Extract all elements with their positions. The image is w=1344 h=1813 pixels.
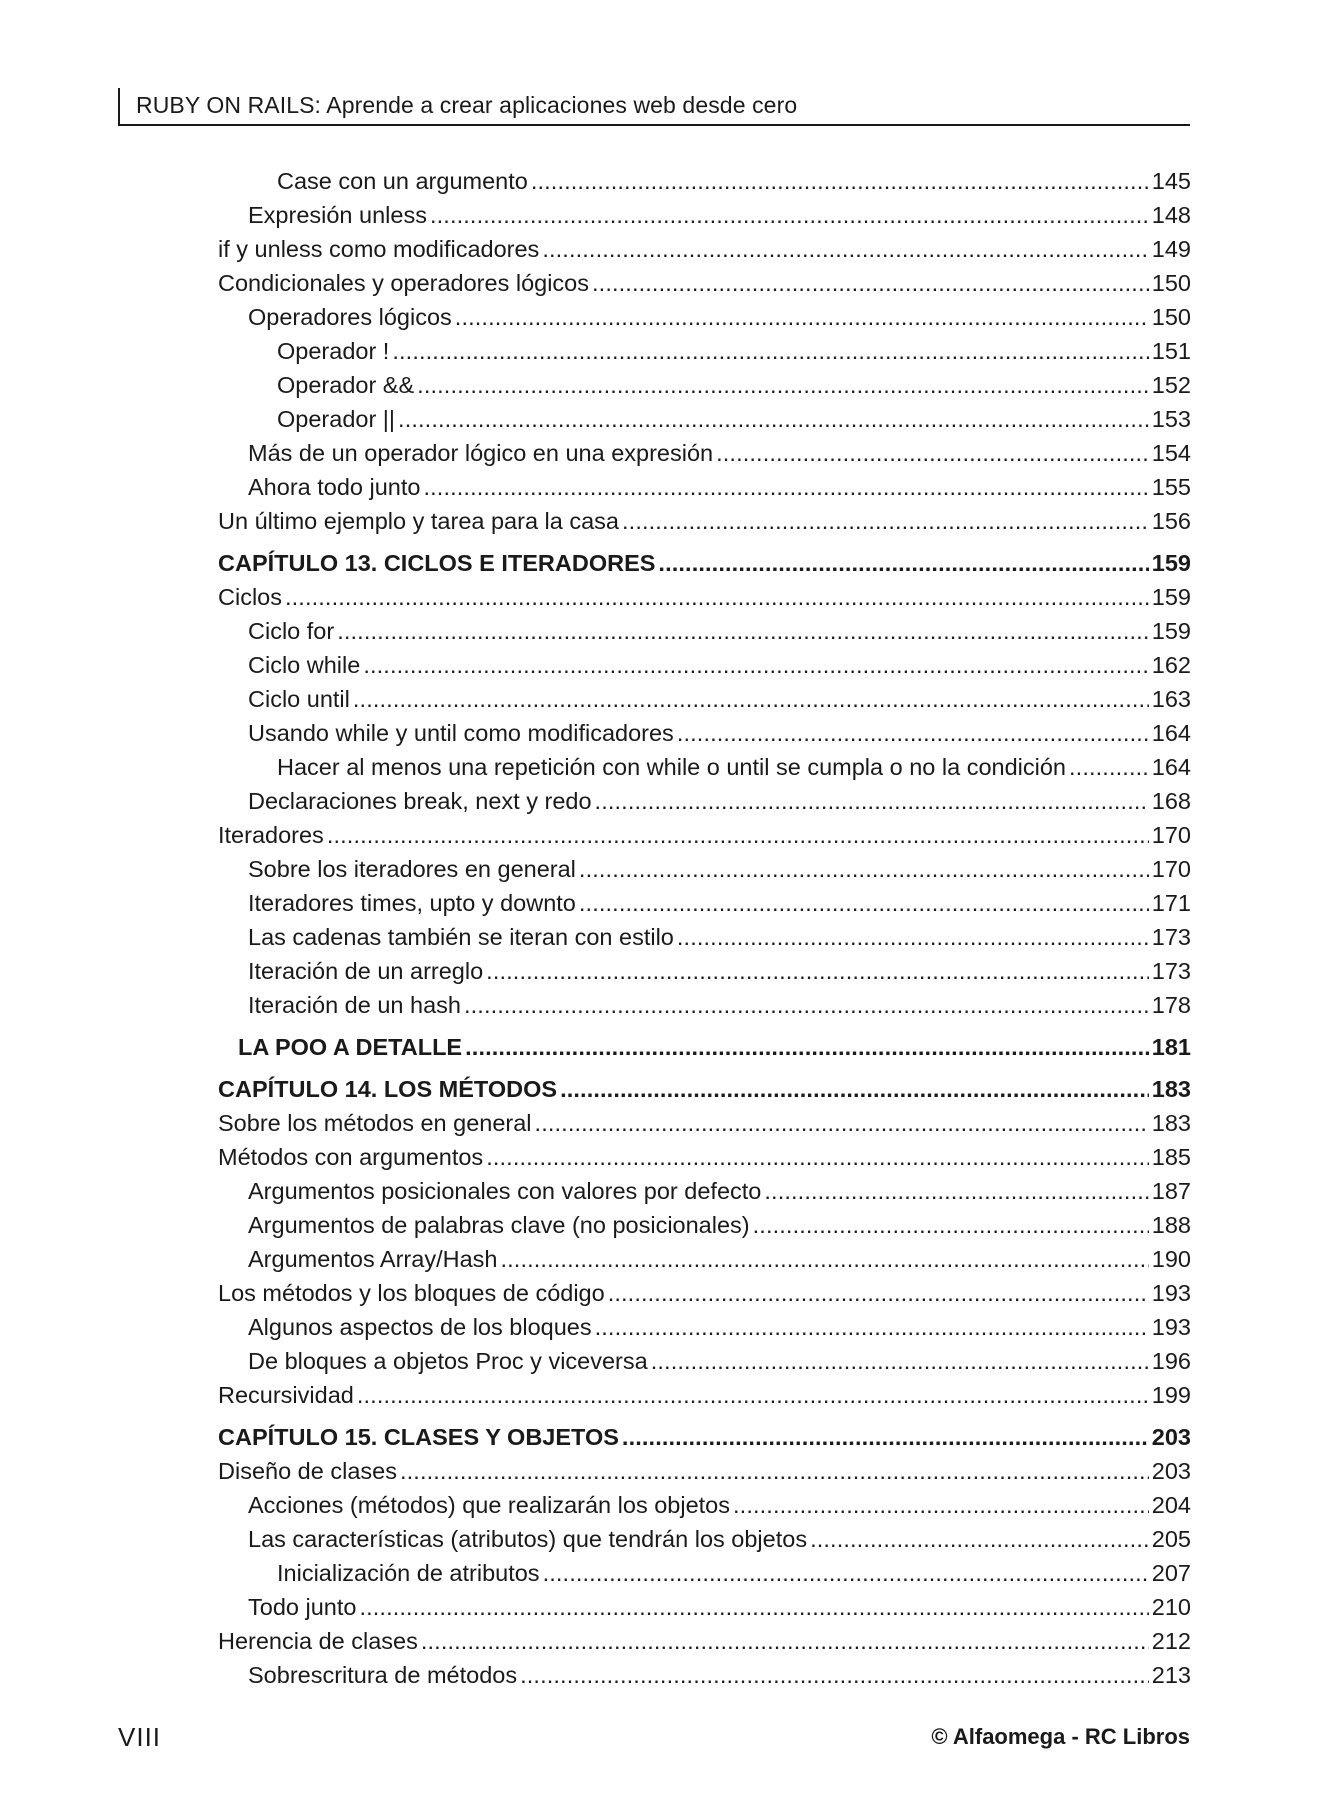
toc-part-entry <box>218 1030 1191 1064</box>
toc-entry <box>218 436 1191 470</box>
dot-leader <box>285 580 1149 614</box>
toc-entry-page: 170 <box>1151 856 1191 882</box>
toc-chapter-entry <box>218 546 1191 580</box>
dot-leader <box>542 232 1148 266</box>
toc-entry-page: 193 <box>1151 1280 1191 1306</box>
toc-entry-page: 150 <box>1151 270 1191 296</box>
toc-entry <box>218 920 1191 954</box>
dot-leader <box>595 784 1149 818</box>
dot-leader <box>417 368 1149 402</box>
toc-entry-title: Hacer al menos una repetición con while o until se cumpla o no la condición <box>277 754 1067 780</box>
dot-leader <box>1069 750 1149 784</box>
dot-leader <box>733 1488 1149 1522</box>
toc-entry-title: Inicialización de atributos <box>277 1560 540 1586</box>
toc-entry <box>218 1488 1191 1522</box>
toc-entry-page: 188 <box>1151 1212 1191 1238</box>
toc-entry <box>218 1378 1191 1412</box>
toc-entry <box>218 1454 1191 1488</box>
dot-leader <box>595 1310 1149 1344</box>
toc-entry-page: 210 <box>1151 1594 1191 1620</box>
toc-entry-page: 203 <box>1151 1424 1191 1450</box>
toc-entry-title: Las características (atributos) que tendrán los objetos <box>248 1526 808 1552</box>
toc-chapter-entry <box>218 1072 1191 1106</box>
toc-entry <box>218 1310 1191 1344</box>
dot-leader <box>810 1522 1149 1556</box>
dot-leader <box>622 1420 1149 1454</box>
toc-entry-title: Usando while y until como modificadores <box>248 720 674 746</box>
toc-entry-title: Sobrescritura de métodos <box>248 1662 518 1688</box>
toc-entry <box>218 988 1191 1022</box>
dot-leader <box>392 334 1148 368</box>
dot-leader <box>430 198 1149 232</box>
toc-entry-page: 154 <box>1151 440 1191 466</box>
toc-entry-title: Argumentos de palabras clave (no posicionales) <box>248 1212 750 1238</box>
page-number: VIII <box>118 1722 162 1752</box>
toc-entry <box>218 368 1191 402</box>
toc-entry <box>218 1242 1191 1276</box>
table-of-contents <box>218 164 1191 1692</box>
toc-entry <box>218 784 1191 818</box>
dot-leader <box>464 988 1149 1022</box>
toc-entry <box>218 716 1191 750</box>
toc-entry-title: Recursividad <box>218 1382 354 1408</box>
running-header <box>118 88 1190 126</box>
toc-entry-page: 190 <box>1151 1246 1191 1272</box>
toc-entry-page: 162 <box>1151 652 1191 678</box>
toc-entry <box>218 198 1191 232</box>
toc-entry <box>218 1140 1191 1174</box>
dot-leader <box>486 1140 1149 1174</box>
toc-entry-page: 173 <box>1151 924 1191 950</box>
toc-entry-page: 159 <box>1151 550 1191 576</box>
book-title: RUBY ON RAILS: Aprende a crear aplicaciones web desde cero <box>136 92 798 118</box>
dot-leader <box>465 1030 1149 1064</box>
dot-leader <box>398 402 1149 436</box>
dot-leader <box>357 1378 1149 1412</box>
toc-entry-title: Un último ejemplo y tarea para la casa <box>218 508 620 534</box>
dot-leader <box>363 648 1148 682</box>
toc-entry-page: 150 <box>1151 304 1191 330</box>
dot-leader <box>423 470 1148 504</box>
toc-entry-page: 148 <box>1151 202 1191 228</box>
dot-leader <box>531 164 1149 198</box>
toc-entry <box>218 300 1191 334</box>
toc-entry <box>218 1344 1191 1378</box>
toc-entry <box>218 682 1191 716</box>
toc-entry <box>218 580 1191 614</box>
toc-entry-page: 155 <box>1151 474 1191 500</box>
toc-entry-title: Todo junto <box>248 1594 357 1620</box>
toc-entry-title: Argumentos Array/Hash <box>248 1246 498 1272</box>
toc-entry <box>218 648 1191 682</box>
dot-leader <box>677 716 1149 750</box>
dot-leader <box>421 1624 1149 1658</box>
toc-entry <box>218 1556 1191 1590</box>
toc-entry-title: CAPÍTULO 14. LOS MÉTODOS <box>218 1076 558 1102</box>
toc-entry-page: 171 <box>1151 890 1191 916</box>
toc-entry-title: Métodos con argumentos <box>218 1144 484 1170</box>
dot-leader <box>716 436 1149 470</box>
toc-entry-page: 212 <box>1151 1628 1191 1654</box>
toc-entry-title: Iteradores <box>218 822 324 848</box>
toc-entry-page: 156 <box>1151 508 1191 534</box>
toc-entry <box>218 266 1191 300</box>
toc-entry <box>218 750 1191 784</box>
dot-leader <box>579 886 1149 920</box>
toc-entry-title: Declaraciones break, next y redo <box>248 788 592 814</box>
toc-entry-page: 199 <box>1151 1382 1191 1408</box>
toc-entry-title: Ahora todo junto <box>248 474 421 500</box>
toc-entry-title: if y unless como modificadores <box>218 236 540 262</box>
dot-leader <box>359 1590 1148 1624</box>
toc-entry <box>218 954 1191 988</box>
toc-entry <box>218 470 1191 504</box>
toc-entry <box>218 1174 1191 1208</box>
toc-entry-page: 164 <box>1151 754 1191 780</box>
toc-entry-page: 193 <box>1151 1314 1191 1340</box>
toc-entry-title: CAPÍTULO 13. CICLOS E ITERADORES <box>218 550 656 576</box>
toc-entry-page: 159 <box>1151 584 1191 610</box>
toc-entry-title: Herencia de clases <box>218 1628 418 1654</box>
toc-entry-title: Condicionales y operadores lógicos <box>218 270 589 296</box>
dot-leader <box>543 1556 1149 1590</box>
toc-entry-title: Ciclo while <box>248 652 361 678</box>
dot-leader <box>651 1344 1149 1378</box>
toc-entry-page: 205 <box>1151 1526 1191 1552</box>
toc-entry-page: 170 <box>1151 822 1191 848</box>
toc-entry-title: Sobre los iteradores en general <box>248 856 576 882</box>
dot-leader <box>677 920 1149 954</box>
dot-leader <box>500 1242 1148 1276</box>
toc-entry-page: 164 <box>1151 720 1191 746</box>
toc-entry-title: Ciclos <box>218 584 282 610</box>
dot-leader <box>337 614 1149 648</box>
toc-entry-page: 149 <box>1151 236 1191 262</box>
toc-entry <box>218 886 1191 920</box>
toc-entry-title: Iteración de un hash <box>248 992 461 1018</box>
toc-entry-title: Iteradores times, upto y downto <box>248 890 576 916</box>
toc-entry-title: CAPÍTULO 15. CLASES Y OBJETOS <box>218 1424 619 1450</box>
toc-entry <box>218 614 1191 648</box>
dot-leader <box>608 1276 1149 1310</box>
toc-entry-title: Operador || <box>277 406 396 432</box>
dot-leader <box>622 504 1149 538</box>
toc-entry-page: 178 <box>1151 992 1191 1018</box>
toc-entry <box>218 1590 1191 1624</box>
toc-entry-title: De bloques a objetos Proc y viceversa <box>248 1348 648 1374</box>
toc-entry-page: 183 <box>1151 1076 1191 1102</box>
dot-leader <box>327 818 1149 852</box>
toc-entry-title: Algunos aspectos de los bloques <box>248 1314 592 1340</box>
toc-entry-title: Las cadenas también se iteran con estilo <box>248 924 674 950</box>
toc-entry-page: 168 <box>1151 788 1191 814</box>
toc-entry-title: Expresión unless <box>248 202 427 228</box>
toc-entry-page: 153 <box>1151 406 1191 432</box>
toc-entry <box>218 1106 1191 1140</box>
dot-leader <box>764 1174 1148 1208</box>
toc-entry-page: 203 <box>1151 1458 1191 1484</box>
toc-entry-page: 187 <box>1151 1178 1191 1204</box>
toc-entry-title: Argumentos posicionales con valores por defecto <box>248 1178 762 1204</box>
dot-leader <box>579 852 1149 886</box>
toc-entry-title: Ciclo until <box>248 686 350 712</box>
toc-entry-title: Ciclo for <box>248 618 335 644</box>
publisher-credit: © Alfaomega - RC Libros <box>931 1724 1190 1749</box>
toc-entry <box>218 504 1191 538</box>
toc-entry-page: 181 <box>1151 1034 1191 1060</box>
toc-entry-title: Operador && <box>277 372 415 398</box>
toc-entry-title: Más de un operador lógico en una expresión <box>248 440 714 466</box>
toc-entry-page: 183 <box>1151 1110 1191 1136</box>
toc-entry-title: Iteración de un arreglo <box>248 958 484 984</box>
dot-leader <box>753 1208 1149 1242</box>
toc-entry-page: 185 <box>1151 1144 1191 1170</box>
dot-leader <box>520 1658 1149 1692</box>
toc-entry <box>218 334 1191 368</box>
toc-entry <box>218 232 1191 266</box>
toc-entry-page: 145 <box>1151 168 1191 194</box>
toc-entry <box>218 1522 1191 1556</box>
dot-leader <box>455 300 1149 334</box>
toc-entry-page: 196 <box>1151 1348 1191 1374</box>
toc-entry <box>218 852 1191 886</box>
toc-entry-page: 204 <box>1151 1492 1191 1518</box>
toc-entry-page: 173 <box>1151 958 1191 984</box>
dot-leader <box>353 682 1149 716</box>
toc-entry-page: 151 <box>1151 338 1191 364</box>
toc-entry-page: 213 <box>1151 1662 1191 1688</box>
toc-entry-title: Case con un argumento <box>277 168 528 194</box>
toc-chapter-entry <box>218 1420 1191 1454</box>
dot-leader <box>400 1454 1149 1488</box>
toc-entry-title: Sobre los métodos en general <box>218 1110 532 1136</box>
toc-entry-page: 159 <box>1151 618 1191 644</box>
toc-entry <box>218 1208 1191 1242</box>
toc-entry-page: 207 <box>1151 1560 1191 1586</box>
toc-entry-page: 152 <box>1151 372 1191 398</box>
toc-entry <box>218 402 1191 436</box>
toc-entry <box>218 1276 1191 1310</box>
toc-entry-page: 163 <box>1151 686 1191 712</box>
toc-entry-title: Diseño de clases <box>218 1458 397 1484</box>
dot-leader <box>535 1106 1149 1140</box>
dot-leader <box>658 546 1148 580</box>
toc-entry-title: Los métodos y los bloques de código <box>218 1280 605 1306</box>
toc-entry <box>218 1624 1191 1658</box>
toc-entry <box>218 1658 1191 1692</box>
toc-entry-title: Operadores lógicos <box>248 304 452 330</box>
toc-entry-title: Operador ! <box>277 338 390 364</box>
dot-leader <box>592 266 1149 300</box>
toc-entry-title: LA POO A DETALLE <box>238 1034 463 1060</box>
dot-leader <box>560 1072 1149 1106</box>
toc-entry-title: Acciones (métodos) que realizarán los objetos <box>248 1492 731 1518</box>
toc-entry <box>218 818 1191 852</box>
dot-leader <box>486 954 1149 988</box>
toc-entry <box>218 164 1191 198</box>
